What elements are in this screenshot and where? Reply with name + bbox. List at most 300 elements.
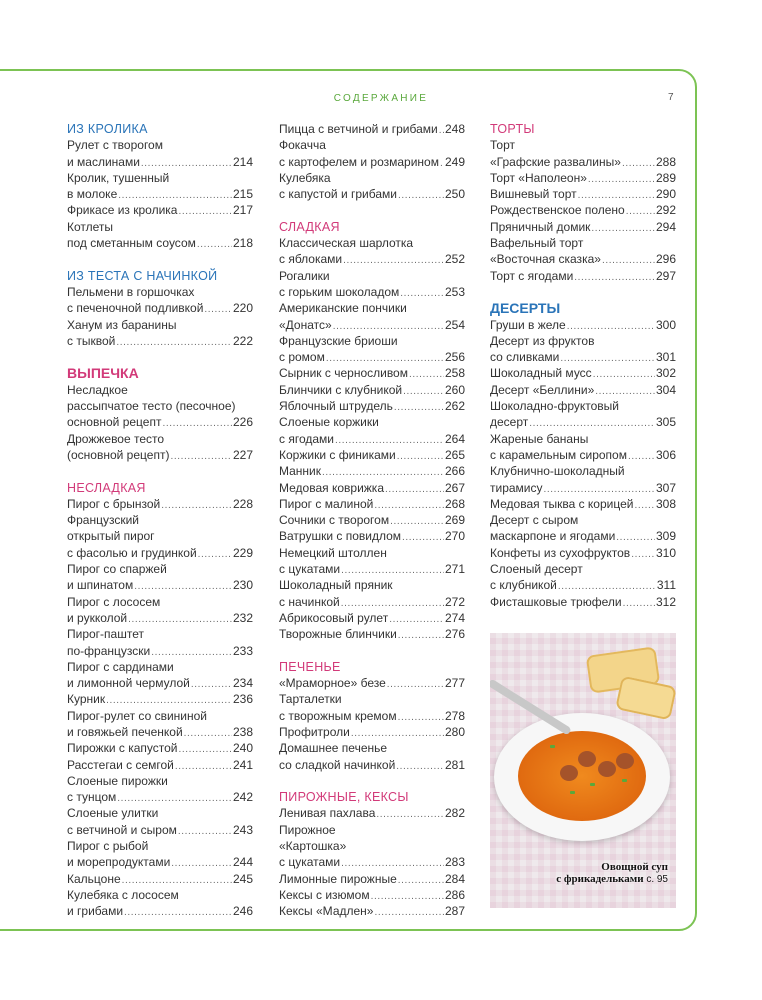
toc-entry-line: Вафельный торт — [490, 236, 584, 251]
toc-entry-page: 232 — [232, 610, 253, 625]
toc-entry — [490, 170, 676, 186]
toc-entry-page: 246 — [232, 904, 253, 919]
toc-entry — [490, 594, 676, 610]
toc-entry-page: 226 — [232, 415, 253, 430]
toc-entry-page: 300 — [655, 317, 676, 332]
toc-entry — [490, 219, 676, 235]
toc-entry — [67, 496, 253, 512]
dot-leader — [574, 270, 655, 284]
toc-entry — [67, 202, 253, 218]
page-header-title: СОДЕРЖАНИЕ — [333, 93, 429, 104]
toc-entry-page: 265 — [444, 447, 465, 462]
toc-entry-page: 260 — [444, 382, 465, 397]
toc-entry — [279, 610, 465, 626]
toc-entry-page: 218 — [232, 236, 253, 251]
toc-entry — [67, 740, 253, 756]
toc-entry-title: Конфеты из сухофруктов — [490, 545, 631, 560]
toc-entry-page: 268 — [444, 496, 465, 511]
toc-entry-page: 288 — [655, 154, 676, 169]
toc-entry-title: в молоке — [67, 187, 118, 202]
toc-entry — [279, 284, 465, 300]
herb-garnish — [550, 745, 555, 748]
toc-entry — [279, 594, 465, 610]
toc-entry-title: основной рецепт — [67, 415, 162, 430]
toc-entry — [67, 186, 253, 202]
herb-garnish — [622, 779, 627, 782]
toc-entry-line: Слоеный десерт — [490, 562, 583, 577]
spacer — [67, 463, 253, 479]
toc-entry-page: 308 — [655, 496, 676, 511]
dot-leader — [326, 351, 444, 365]
toc-entry-page: 227 — [232, 447, 253, 462]
soup-bowl-contents — [518, 731, 646, 821]
toc-entry-page: 242 — [232, 790, 253, 805]
dot-leader — [204, 302, 232, 316]
toc-entry-title: Кексы с изюмом — [279, 887, 370, 902]
toc-entry — [67, 235, 253, 251]
toc-entry-title: с ромом — [279, 350, 325, 365]
toc-entry — [279, 887, 465, 903]
toc-entry-title: с горьким шоколадом — [279, 284, 400, 299]
toc-entry-page: 254 — [444, 317, 465, 332]
toc-entry-title: с карамельным сиропом — [490, 447, 627, 462]
toc-entry-title: Яблочный штрудель — [279, 399, 393, 414]
toc-entry-title: и рукколой — [67, 610, 128, 625]
toc-column-2 — [279, 121, 465, 920]
toc-entry-title: с печеночной подливкой — [67, 301, 204, 316]
toc-entry-title: Шоколадный мусс — [490, 366, 592, 381]
toc-entry — [67, 757, 253, 773]
toc-entry-title: «Мраморное» безе — [279, 676, 386, 691]
dot-leader — [622, 156, 655, 170]
toc-entry-line: Американские пончики — [279, 301, 407, 316]
dot-leader — [117, 791, 232, 805]
toc-entry-title: по-французски — [67, 643, 151, 658]
dot-leader — [162, 416, 232, 430]
toc-entry-line: Клубнично-шоколадный — [490, 464, 625, 479]
dot-leader — [341, 596, 444, 610]
toc-entry-title: маскарпоне и ягодами — [490, 529, 616, 544]
toc-entry-title: Пирожки с капустой — [67, 741, 178, 756]
toc-entry — [67, 822, 253, 838]
toc-entry-title: Груши в желе — [490, 317, 566, 332]
dot-leader — [151, 645, 232, 659]
toc-entry-title: Манник — [279, 464, 322, 479]
toc-entry-line: Ханум из баранины — [67, 317, 177, 332]
toc-entry-page: 236 — [232, 692, 253, 707]
toc-entry-title: с картофелем и розмарином — [279, 154, 439, 169]
toc-entry-title: Профитроли — [279, 724, 350, 739]
toc-entry — [490, 577, 676, 593]
dot-leader — [616, 530, 655, 544]
toc-entry-line: Слоеные улитки — [67, 806, 159, 821]
toc-entry — [279, 871, 465, 887]
herb-garnish — [590, 783, 595, 786]
toc-entry-title: и говяжьей печенкой — [67, 724, 183, 739]
toc-entry-page: 258 — [444, 366, 465, 381]
toc-entry-title: под сметанным соусом — [67, 236, 196, 251]
toc-entry — [279, 561, 465, 577]
toc-entry-page: 281 — [444, 757, 465, 772]
subsection-heading: СЛАДКАЯ — [279, 219, 340, 234]
dot-leader — [398, 710, 444, 724]
toc-entry-line: Тарталетки — [279, 692, 342, 707]
toc-entry-line: Немецкий штоллен — [279, 545, 387, 560]
toc-entry-page: 276 — [444, 627, 465, 642]
toc-entry-page: 222 — [232, 333, 253, 348]
toc-entry — [490, 480, 676, 496]
page-number: 7 — [668, 92, 674, 103]
toc-entry-page: 286 — [444, 887, 465, 902]
toc-entry-title: Пицца с ветчиной и грибами — [279, 122, 438, 136]
spacer — [279, 773, 465, 789]
toc-entry-line: Слоеные пирожки — [67, 773, 168, 788]
toc-entry-title: Абрикосовый рулет — [279, 610, 389, 625]
dot-leader — [106, 693, 232, 707]
toc-entry — [490, 186, 676, 202]
toc-entry-title: с капустой и грибами — [279, 187, 397, 202]
toc-entry-title: Сочники с творогом — [279, 513, 390, 528]
toc-entry-title: Кексы «Мадлен» — [279, 904, 374, 919]
toc-entry — [279, 447, 465, 463]
dot-leader — [397, 449, 444, 463]
toc-entry-page: 214 — [232, 154, 253, 169]
herb-garnish — [570, 791, 575, 794]
toc-entry — [279, 382, 465, 398]
toc-entry-line: Торт — [490, 138, 515, 153]
toc-entry-page: 249 — [444, 154, 465, 169]
dot-leader — [343, 253, 444, 267]
toc-entry — [67, 610, 253, 626]
toc-entry-page: 262 — [444, 399, 465, 414]
dot-leader — [178, 824, 232, 838]
toc-entry-title: с клубникой — [490, 578, 557, 593]
toc-entry — [279, 317, 465, 333]
toc-entry-line: Пирог с лососем — [67, 594, 161, 609]
toc-entry — [490, 349, 676, 365]
toc-entry-title: и грибами — [67, 904, 124, 919]
toc-entry-page: 250 — [444, 187, 465, 202]
toc-entry — [490, 447, 676, 463]
toc-entry-line: Пирог со спаржей — [67, 562, 167, 577]
spacer — [279, 643, 465, 659]
toc-entry — [67, 643, 253, 659]
toc-entry-page: 228 — [232, 496, 253, 511]
toc-entry-title: с цукатами — [279, 562, 341, 577]
dot-leader — [591, 221, 655, 235]
dot-leader — [118, 188, 232, 202]
toc-entry-title: со сладкой начинкой — [279, 757, 396, 772]
subsection-heading: ПИРОЖНЫЕ, КЕКСЫ — [279, 790, 409, 805]
toc-entry-page: 287 — [444, 904, 465, 919]
toc-entry-page: 307 — [655, 480, 676, 495]
toc-entry-line: рассыпчатое тесто (песочное) — [67, 399, 236, 414]
toc-entry-page: 301 — [655, 350, 676, 365]
dot-leader — [628, 449, 655, 463]
subsection-heading: ИЗ КРОЛИКА — [67, 122, 148, 136]
toc-entry — [490, 528, 676, 544]
dot-leader — [529, 416, 655, 430]
toc-entry-line: открытый пирог — [67, 529, 155, 544]
dot-leader — [351, 726, 444, 740]
dot-leader — [116, 335, 232, 349]
dot-leader — [396, 759, 444, 773]
toc-entry — [67, 545, 253, 561]
toc-entry-title: и маслинами — [67, 154, 140, 169]
dot-leader — [567, 319, 655, 333]
dot-leader — [335, 433, 444, 447]
dot-leader — [588, 172, 655, 186]
toc-entry-page: 267 — [444, 480, 465, 495]
dot-leader — [389, 612, 444, 626]
dot-leader — [175, 759, 232, 773]
toc-entry-page: 292 — [655, 203, 676, 218]
toc-entry — [279, 805, 465, 821]
dot-leader — [398, 188, 444, 202]
toc-entry-page: 289 — [655, 170, 676, 185]
toc-entry — [490, 365, 676, 381]
toc-entry-line: Жареные бананы — [490, 431, 589, 446]
toc-entry-title: Блинчики с клубникой — [279, 382, 403, 397]
dot-leader — [371, 889, 444, 903]
dot-leader — [191, 677, 232, 691]
toc-entry — [279, 708, 465, 724]
dot-leader — [178, 204, 232, 218]
toc-entry — [279, 365, 465, 381]
subsection-heading: ИЗ ТЕСТА С НАЧИНКОЙ — [67, 268, 218, 283]
dot-leader — [198, 547, 232, 561]
toc-entry — [279, 854, 465, 870]
section-heading: ДЕСЕРТЫ — [490, 300, 561, 317]
toc-entry-line: Кулебяка — [279, 170, 331, 185]
toc-entry-line: Десерт с сыром — [490, 513, 579, 528]
toc-entry-title: Расстегаи с семгой — [67, 757, 174, 772]
toc-entry-page: 282 — [444, 806, 465, 821]
toc-entry-page: 220 — [232, 301, 253, 316]
toc-entry-page: 248 — [444, 122, 465, 136]
toc-entry — [279, 480, 465, 496]
toc-entry — [279, 251, 465, 267]
toc-entry — [67, 903, 253, 919]
toc-entry — [67, 854, 253, 870]
toc-entry — [279, 496, 465, 512]
toc-entry-page: 243 — [232, 822, 253, 837]
photo-caption-line2: с фрикадельками — [556, 873, 644, 885]
toc-entry-page: 269 — [444, 513, 465, 528]
toc-entry-page: 241 — [232, 757, 253, 772]
toc-entry-title: Медовая коврижка — [279, 480, 384, 495]
toc-entry-line: Пирог-паштет — [67, 627, 144, 642]
dot-leader — [374, 498, 444, 512]
toc-entry-line: Дрожжевое тесто — [67, 431, 165, 446]
toc-entry — [490, 268, 676, 284]
toc-entry-page: 294 — [655, 219, 676, 234]
toc-entry — [67, 724, 253, 740]
dot-leader — [161, 498, 232, 512]
toc-entry — [67, 333, 253, 349]
toc-entry-page: 297 — [655, 268, 676, 283]
dot-leader — [626, 204, 655, 218]
dot-leader — [560, 351, 655, 365]
toc-entry-line: Пирог с рыбой — [67, 839, 149, 854]
meatball — [560, 765, 578, 781]
toc-entry-line: Рогалики — [279, 268, 330, 283]
dot-leader — [634, 498, 655, 512]
toc-entry — [67, 577, 253, 593]
meatball — [616, 753, 634, 769]
toc-entry-title: с цукатами — [279, 855, 341, 870]
toc-entry-page: 270 — [444, 529, 465, 544]
toc-entry-line: «Картошка» — [279, 839, 347, 854]
toc-entry-title: с ягодами — [279, 431, 334, 446]
toc-entry-page: 309 — [655, 529, 676, 544]
toc-entry-line: Десерт из фруктов — [490, 333, 595, 348]
dot-leader — [398, 873, 444, 887]
toc-entry-line: Пельмени в горшочках — [67, 284, 195, 299]
toc-entry-line: Котлеты — [67, 219, 114, 234]
toc-entry — [279, 903, 465, 919]
toc-entry — [67, 789, 253, 805]
toc-entry — [490, 414, 676, 430]
dot-leader — [171, 856, 232, 870]
dot-leader — [578, 188, 655, 202]
dot-leader — [341, 856, 444, 870]
meatball — [578, 751, 596, 767]
meatball — [598, 761, 616, 777]
toc-entry-title: с тыквой — [67, 333, 116, 348]
dot-leader — [440, 156, 444, 170]
dot-leader — [394, 400, 444, 414]
spacer — [67, 251, 253, 267]
toc-entry — [279, 186, 465, 202]
toc-entry-title: Пряничный домик — [490, 219, 591, 234]
dot-leader — [197, 237, 232, 251]
toc-entry-title: Пирог с брынзой — [67, 496, 161, 511]
toc-entry-page: 312 — [655, 594, 676, 609]
toc-entry-page: 310 — [655, 545, 676, 560]
dot-leader — [124, 905, 232, 919]
toc-entry-page: 217 — [232, 203, 253, 218]
spacer — [490, 284, 676, 300]
dot-leader — [333, 319, 444, 333]
toc-entry-title: с фасолью и грудинкой — [67, 545, 197, 560]
dot-leader — [170, 449, 232, 463]
toc-entry — [279, 512, 465, 528]
toc-entry-page: 296 — [655, 252, 676, 267]
toc-entry — [490, 496, 676, 512]
toc-entry — [279, 757, 465, 773]
toc-column-3 — [490, 121, 676, 610]
toc-entry-title: Творожные блинчики — [279, 627, 397, 642]
dot-leader — [322, 465, 444, 479]
toc-entry-title: с тунцом — [67, 790, 117, 805]
dot-leader — [623, 596, 655, 610]
toc-entry-title: Фисташковые трюфели — [490, 594, 622, 609]
toc-entry-page: 278 — [444, 708, 465, 723]
toc-entry — [490, 251, 676, 267]
dot-leader — [631, 547, 655, 561]
toc-entry — [279, 463, 465, 479]
toc-entry — [67, 300, 253, 316]
toc-entry-line: Классическая шарлотка — [279, 236, 414, 251]
dot-leader — [184, 726, 232, 740]
toc-entry-title: Пирог с малиной — [279, 496, 374, 511]
toc-entry-page: 305 — [655, 415, 676, 430]
toc-entry-title: с начинкой — [279, 594, 340, 609]
toc-entry-page: 240 — [232, 741, 253, 756]
spacer — [67, 349, 253, 365]
toc-entry — [279, 349, 465, 365]
dot-leader — [400, 286, 444, 300]
toc-entry-title: «Графские развалины» — [490, 154, 621, 169]
dot-leader — [439, 123, 444, 137]
toc-entry-page: 272 — [444, 594, 465, 609]
toc-entry-title: со сливками — [490, 350, 560, 365]
toc-entry-line: Домашнее печенье — [279, 741, 388, 756]
toc-entry — [67, 871, 253, 887]
dot-leader — [402, 530, 444, 544]
toc-entry — [67, 691, 253, 707]
toc-entry-line: Несладкое — [67, 382, 128, 397]
dot-leader — [374, 905, 444, 919]
dot-leader — [602, 253, 655, 267]
dot-leader — [409, 367, 444, 381]
dot-leader — [593, 367, 655, 381]
toc-entry-page: 256 — [444, 350, 465, 365]
toc-entry-page: 230 — [232, 578, 253, 593]
toc-entry-line: Рулет с творогом — [67, 138, 163, 153]
photo-page-ref: с. 95 — [646, 874, 668, 885]
toc-entry-title: Ватрушки с повидлом — [279, 529, 402, 544]
toc-entry-page: 284 — [444, 871, 465, 886]
toc-entry-title: (основной рецепт) — [67, 447, 170, 462]
toc-entry-line: Пирог с сардинами — [67, 659, 174, 674]
toc-entry-page: 238 — [232, 724, 253, 739]
toc-entry-line: Французский — [67, 513, 139, 528]
toc-entry — [67, 414, 253, 430]
toc-entry-title: Фрикасе из кролика — [67, 203, 178, 218]
dot-leader — [376, 807, 444, 821]
toc-entry-title: с творожным кремом — [279, 708, 397, 723]
toc-entry-line: Французские бриоши — [279, 333, 398, 348]
toc-entry-title: и лимонной чермулой — [67, 676, 190, 691]
dot-leader — [544, 482, 655, 496]
toc-entry-title: десерт — [490, 415, 529, 430]
toc-entry-title: Рождественское полено — [490, 203, 625, 218]
toc-entry-page: 245 — [232, 871, 253, 886]
toc-entry-title: Медовая тыква с корицей — [490, 496, 634, 511]
dot-leader — [385, 482, 444, 496]
toc-entry-line: Шоколадно-фруктовый — [490, 399, 619, 414]
toc-entry — [67, 154, 253, 170]
toc-entry — [490, 202, 676, 218]
section-heading: ВЫПЕЧКА — [67, 365, 139, 382]
spacer — [279, 202, 465, 218]
toc-entry-title: «Восточная сказка» — [490, 252, 601, 267]
dot-leader — [141, 156, 232, 170]
toc-entry-page: 290 — [655, 187, 676, 202]
toc-entry-title: с яблоками — [279, 252, 343, 267]
dot-leader — [398, 628, 444, 642]
toc-entry-title: Ленивая пахлава — [279, 806, 376, 821]
toc-entry-title: Лимонные пирожные — [279, 871, 397, 886]
toc-entry — [490, 154, 676, 170]
toc-entry-page: 234 — [232, 676, 253, 691]
toc-entry-title: и морепродуктами — [67, 855, 171, 870]
toc-entry-page: 253 — [444, 284, 465, 299]
photo-caption-line1: Овощной суп — [601, 861, 668, 873]
dot-leader — [558, 579, 656, 593]
